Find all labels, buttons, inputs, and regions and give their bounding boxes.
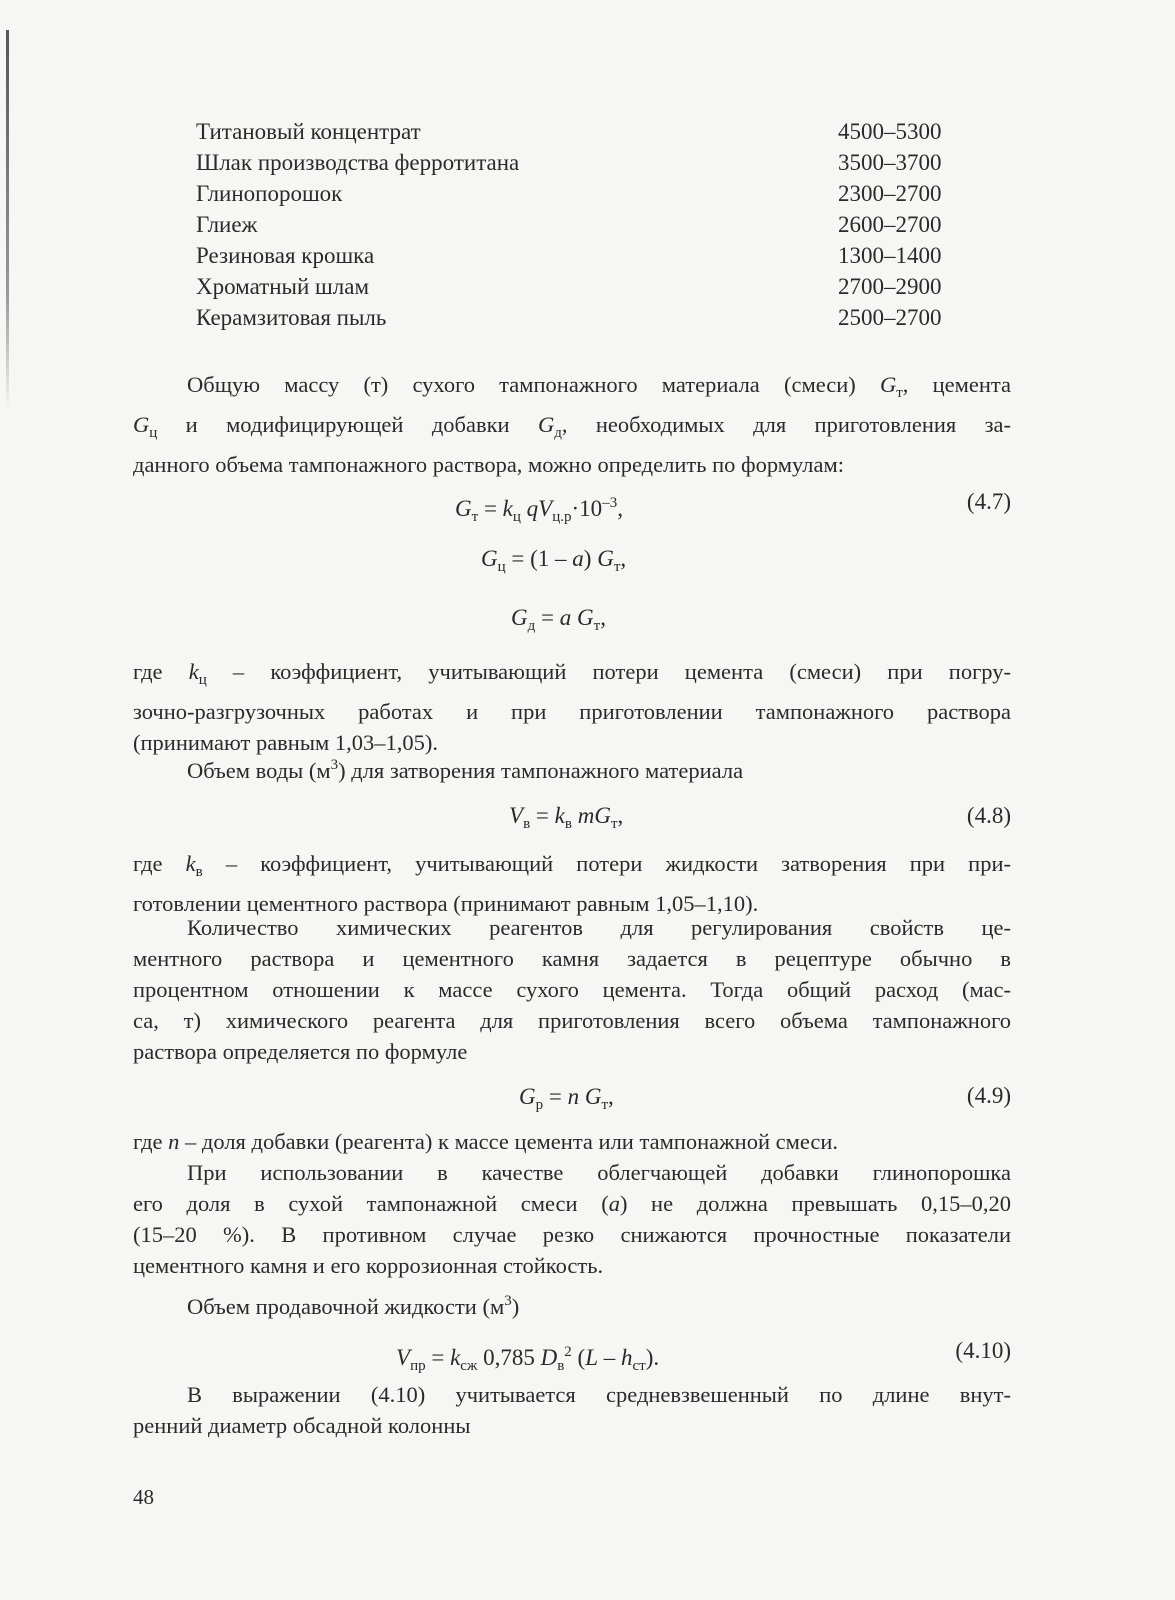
table-row bbox=[196, 209, 966, 240]
formula-4-8: $V_в = k_в$ $mG_т$, bbox=[509, 803, 624, 832]
equation-number: (4.9) bbox=[966, 1083, 1011, 1108]
paragraph-kv-definition: где $k_в$ – коэффициент, учитывающий потери жидкости затворения при при- готовлении цементного раствора (принимают равным 1,05–1,10). bbox=[133, 851, 1011, 916]
material-value: 4500–5300 bbox=[838, 119, 942, 144]
paragraph-kc-definition: где $k_ц$ – коэффициент, учитывающий потери цемента (смеси) при погру- зочно-разгрузочных работах и при приготовлении тампонажного раствора (принимают равным 1,03–1,05). bbox=[133, 659, 1011, 755]
page-number: 48 bbox=[133, 1485, 154, 1509]
paragraph-inner-diameter: В выражении (4.10) учитывается средневзвешенный по длине внут- ренний диаметр обсадной колонны bbox=[133, 1382, 1011, 1438]
table-row bbox=[196, 271, 966, 302]
table-row bbox=[196, 116, 966, 147]
paragraph-total-mass: Общую массу (т) сухого тампонажного материала (смеси) $G_т$, цемента $G_ц$ и модифицирующей добавки $G_д$, необходимых для приготовления за- данного объема тампонажного раствора, можно определить по формулам: bbox=[133, 372, 1011, 477]
material-name: Глинопорошок bbox=[196, 181, 343, 206]
material-name: Шлак производства ферротитана bbox=[196, 150, 520, 175]
formula-4-10: $V_{пр} = k_{сж}$ 0,785 $D_в^2$ $(L - h_{ст})$. bbox=[396, 1344, 660, 1374]
material-value: 2300–2700 bbox=[838, 181, 942, 206]
material-value: 2700–2900 bbox=[838, 274, 942, 299]
table-row bbox=[196, 147, 966, 178]
paragraph-n-definition: где n – доля добавки (реагента) к массе цемента или тампонажной смеси. bbox=[133, 1129, 839, 1154]
paragraph-clay-powder: При использовании в качестве облегчающей добавки глинопорошка его доля в сухой тампонажной смеси (a) не должна превышать 0,15–0,20 (15–20 %). В противном случае резко снижаются прочностные показатели цементного камня и его коррозионная стойкость. bbox=[133, 1160, 1011, 1278]
materials-table bbox=[196, 116, 966, 333]
formula-additive-mass: $G_д = a$ $G_т$, bbox=[511, 605, 606, 634]
material-name: Керамзитовая пыль bbox=[196, 305, 387, 330]
material-value: 3500–3700 bbox=[838, 150, 942, 175]
table-row bbox=[196, 178, 966, 209]
formula-cement-mass: $G_ц = (1 - a)$ $G_т$, bbox=[481, 546, 627, 575]
paragraph-water-volume: Объем воды $(м^3)$ для затворения тампонажного материала bbox=[187, 757, 744, 783]
material-value: 2500–2700 bbox=[838, 305, 942, 330]
paragraph-reagents: Количество химических реагентов для регулирования свойств це- ментного раствора и цементного камня задается в рецептуре обычно в процентном отношении к массе сухого цемента. Тогда общий расход (мас- са, т) химического реагента для приготовления всего объема тампонажного раствора определяется по формуле bbox=[133, 915, 1011, 1064]
table-row bbox=[196, 240, 966, 271]
material-name: Титановый концентрат bbox=[196, 119, 421, 144]
material-name: Хроматный шлам bbox=[196, 274, 370, 299]
material-value: 2600–2700 bbox=[838, 212, 942, 237]
formula-4-9: $G_р = n$ $G_т$, bbox=[519, 1084, 614, 1113]
equation-number: (4.8) bbox=[966, 803, 1011, 828]
equation-number: (4.10) bbox=[955, 1338, 1011, 1363]
paragraph-displacement-fluid: Объем продавочной жидкости $(м^3)$ bbox=[187, 1293, 520, 1319]
material-value: 1300–1400 bbox=[838, 243, 942, 268]
formula-4-7: $G_т = k_ц$ $qV_{ц.р}\cdot 10^{-3}$, bbox=[455, 495, 623, 525]
table-row bbox=[196, 302, 966, 333]
equation-number: (4.7) bbox=[966, 489, 1011, 514]
material-name: Глиеж bbox=[196, 212, 258, 237]
material-name: Резиновая крошка bbox=[196, 243, 375, 268]
